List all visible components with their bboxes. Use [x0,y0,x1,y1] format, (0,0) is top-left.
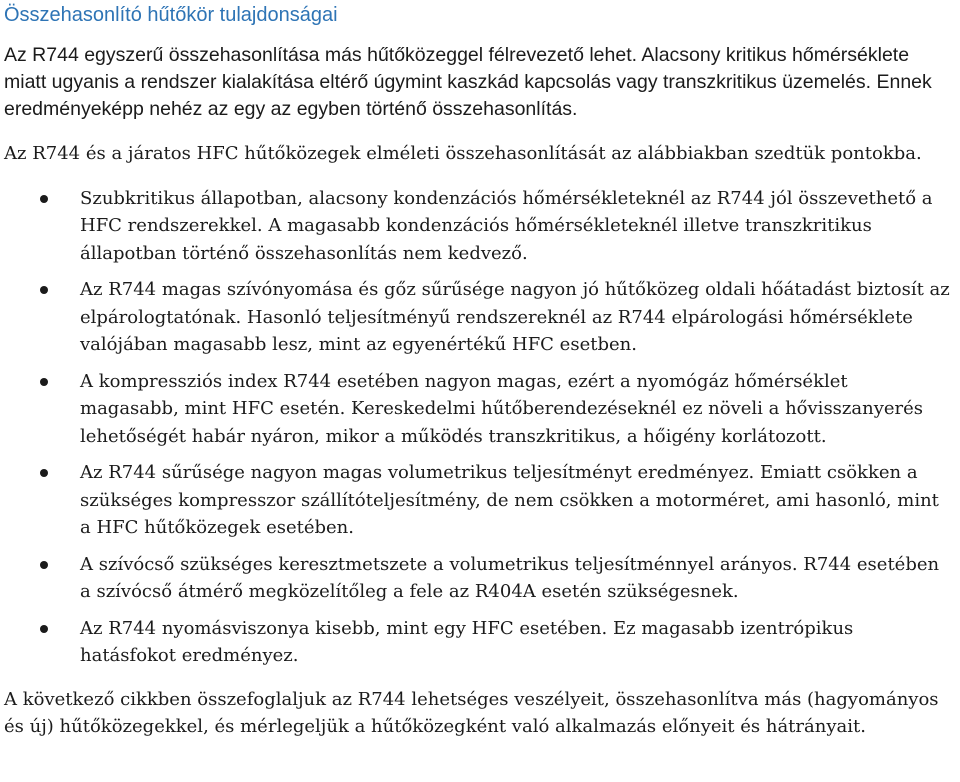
bullet-dot-icon [40,625,48,633]
bullet-dot-icon [40,561,48,569]
bullet-dot-icon [40,378,48,386]
intro-paragraph: Az R744 egyszerű összehasonlítása más hűtőközeggel félrevezető lehet. Alacsony kritikus hőmérséklete miatt ugyanis a rendszer kialakítása eltérő úgymint kaszkád kapcsolás vagy transzkritikus üzemelés. Ennek eredményeképp nehéz az egy az egyben történő összehasonlítás. [4,44,932,120]
bullet-dot-icon [40,469,48,477]
bullet-item [4,459,950,542]
bullet-item [4,276,950,359]
bullet-text: A kompressziós index R744 esetében nagyon magas, ezért a nyomógáz hőmérséklet magasabb, mint HFC esetén. Kereskedelmi hűtőberendezéseknél ez növeli a hővisszanyerés lehetőségét habár nyáron, mikor a működés transzkritikus, a hőigény korlátozott. [80,370,924,447]
bullet-text: Az R744 nyomásviszonya kisebb, mint egy HFC esetében. Ez magasabb izentrópikus hatásfokot eredményez. [80,617,854,666]
section-heading: Összehasonlító hűtőkör tulajdonságai [4,4,338,26]
bullet-text: Az R744 magas szívónyomása és gőz sűrűsége nagyon jó hűtőközeg oldali hőátadást biztosít az elpárologtatónak. Hasonló teljesítményű rendszereknél az R744 elpárologási hőmérséklete valójában magasabb lesz, mint az egyenértékű HFC esetben. [80,279,950,355]
bullet-text: Az R744 sűrűsége nagyon magas volumetrikus teljesítményt eredményez. Emiatt csökken a szükséges kompresszor szállítóteljesítmény, de nem csökken a motorméret, ami hasonló, mint a HFC hűtőközegek esetében. [80,462,939,538]
lead-paragraph: Az R744 és a járatos HFC hűtőközegek elméleti összehasonlítását az alábbiakban szedtük pontokba. [4,143,922,164]
bullet-dot-icon [40,286,48,294]
bullet-item [4,368,950,451]
bullet-item [4,615,950,670]
closing-paragraph: A következő cikkben összefoglaljuk az R744 lehetséges veszélyeit, összehasonlítva más (hagyományos és új) hűtőközegekkel, és mérlegeljük a hűtőközegként való alkalmazás előnyeit és hátrányait. [4,688,939,737]
bullet-text: Szubkritikus állapotban, alacsony kondenzációs hőmérsékleteknél az R744 jól összevethető a HFC rendszerekkel. A magasabb kondenzációs hőmérsékleteknél illetve transzkritikus állapotban történő összehasonlítás nem kedvező. [80,187,933,264]
bullet-item [4,551,950,606]
bullet-list [4,185,950,670]
bullet-text: A szívócső szükséges keresztmetszete a volumetrikus teljesítménnyel arányos. R744 esetében a szívócső átmérő megközelítőleg a fele az R404A esetén szükségesnek. [80,553,940,602]
bullet-dot-icon [40,195,48,203]
bullet-item [4,185,950,268]
